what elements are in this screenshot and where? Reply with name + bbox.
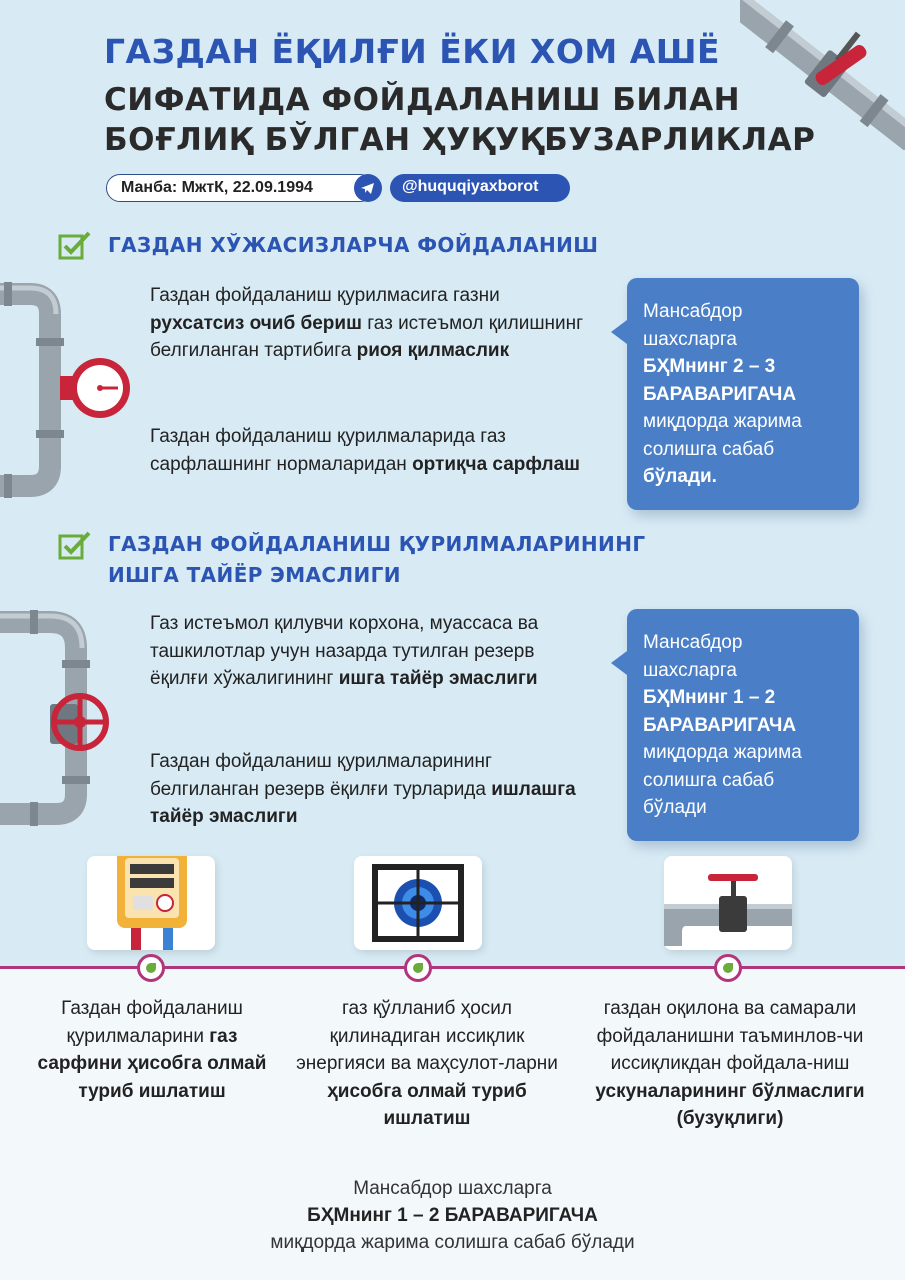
section-1-heading: ГАЗДАН ХЎЖАСИЗЛАРЧА ФОЙДАЛАНИШ (108, 233, 599, 257)
pipe-wheel-valve-illustration (0, 608, 120, 833)
telegram-icon (354, 174, 382, 202)
timeline-line (0, 966, 905, 969)
footer-line-1: Мансабдор шахсларга (353, 1178, 552, 1199)
section-2-penalty-box: Мансабдор шахсларга БҲМнинг 1 – 2 БАРАВАРИГАЧА миқдорда жарима солишга сабаб бўлади (627, 609, 859, 841)
gas-burner-card (354, 856, 482, 950)
title-line-3: БОҒЛИҚ БЎЛГАН ҲУҚУҚБУЗАРЛИКЛАР (104, 122, 816, 158)
section-2-paragraph-2: Газдан фойдаланиш қурилмаларининг белгиланган резерв ёқилғи турларида ишлашга тайёр эмаслиги (150, 751, 576, 827)
section-2-paragraph-1: Газ истеъмол қилувчи корхона, муассаса ва ташкилотлар учун назарда тутилган резерв ёқилғи хўжалигининг ишга тайёр эмаслиги (150, 613, 539, 689)
timeline-dot-3 (714, 954, 742, 982)
valve-pipe-card (664, 856, 792, 950)
source-label: Манба: МжтК, 22.09.1994 (106, 174, 374, 202)
pipe-gauge-illustration (0, 280, 135, 505)
section-2-heading: ГАЗДАН ФОЙДАЛАНИШ ҚУРИЛМАЛАРИНИНГ ИШГА ТАЙЁР ЭМАСЛИГИ (108, 532, 646, 587)
section-1-paragraph-1: Газдан фойдаланиш қурилмасига газни рухсатсиз очиб бериш газ истеъмол қилишнинг белгиланган тартибига риоя қилмаслик (150, 285, 584, 361)
checkmark-icon (58, 530, 92, 560)
valve-pipe-icon (664, 856, 792, 950)
checkmark-icon (58, 230, 92, 260)
footer-line-2: БҲМнинг 1 – 2 БАРАВАРИГАЧА (307, 1205, 598, 1226)
telegram-handle[interactable]: @huquqiyaxborot (390, 174, 570, 202)
timeline-dot-2 (404, 954, 432, 982)
title-line-2: СИФАТИДА ФОЙДАЛАНИШ БИЛАН (104, 82, 741, 118)
section-1-paragraph-2: Газдан фойдаланиш қурилмаларида газ сарфлашнинг нормаларидан ортиқча сарфлаш (150, 426, 581, 475)
footer-line-3: миқдорда жарима солишга сабаб бўлади (270, 1232, 635, 1253)
gas-meter-icon (87, 856, 215, 950)
column-3-text: газдан оқилона ва самарали фойдаланишни таъминлов-чи иссиқликдан фойдала-ниш ускуналарининг бўлмаслиги (бузуқлиги) (595, 998, 865, 1129)
column-2-text: газ қўлланиб ҳосил қилинадиган иссиқлик энергияси ва маҳсулот-ларни ҳисобга олмай туриб ишлатиш (296, 998, 558, 1129)
section-1-penalty-box: Мансабдор шахсларга БҲМнинг 2 – 3 БАРАВАРИГАЧА миқдорда жарима солишга сабаб бўлади. (627, 278, 859, 510)
gas-burner-icon (354, 856, 482, 950)
gas-meter-card (87, 856, 215, 950)
title-line-1: ГАЗДАН ЁҚИЛҒИ ЁКИ ХОМ АШЁ (104, 32, 721, 71)
column-1-text: Газдан фойдаланиш қурилмаларини газ сарфини ҳисобга олмай туриб ишлатиш (37, 998, 267, 1102)
timeline-dot-1 (137, 954, 165, 982)
